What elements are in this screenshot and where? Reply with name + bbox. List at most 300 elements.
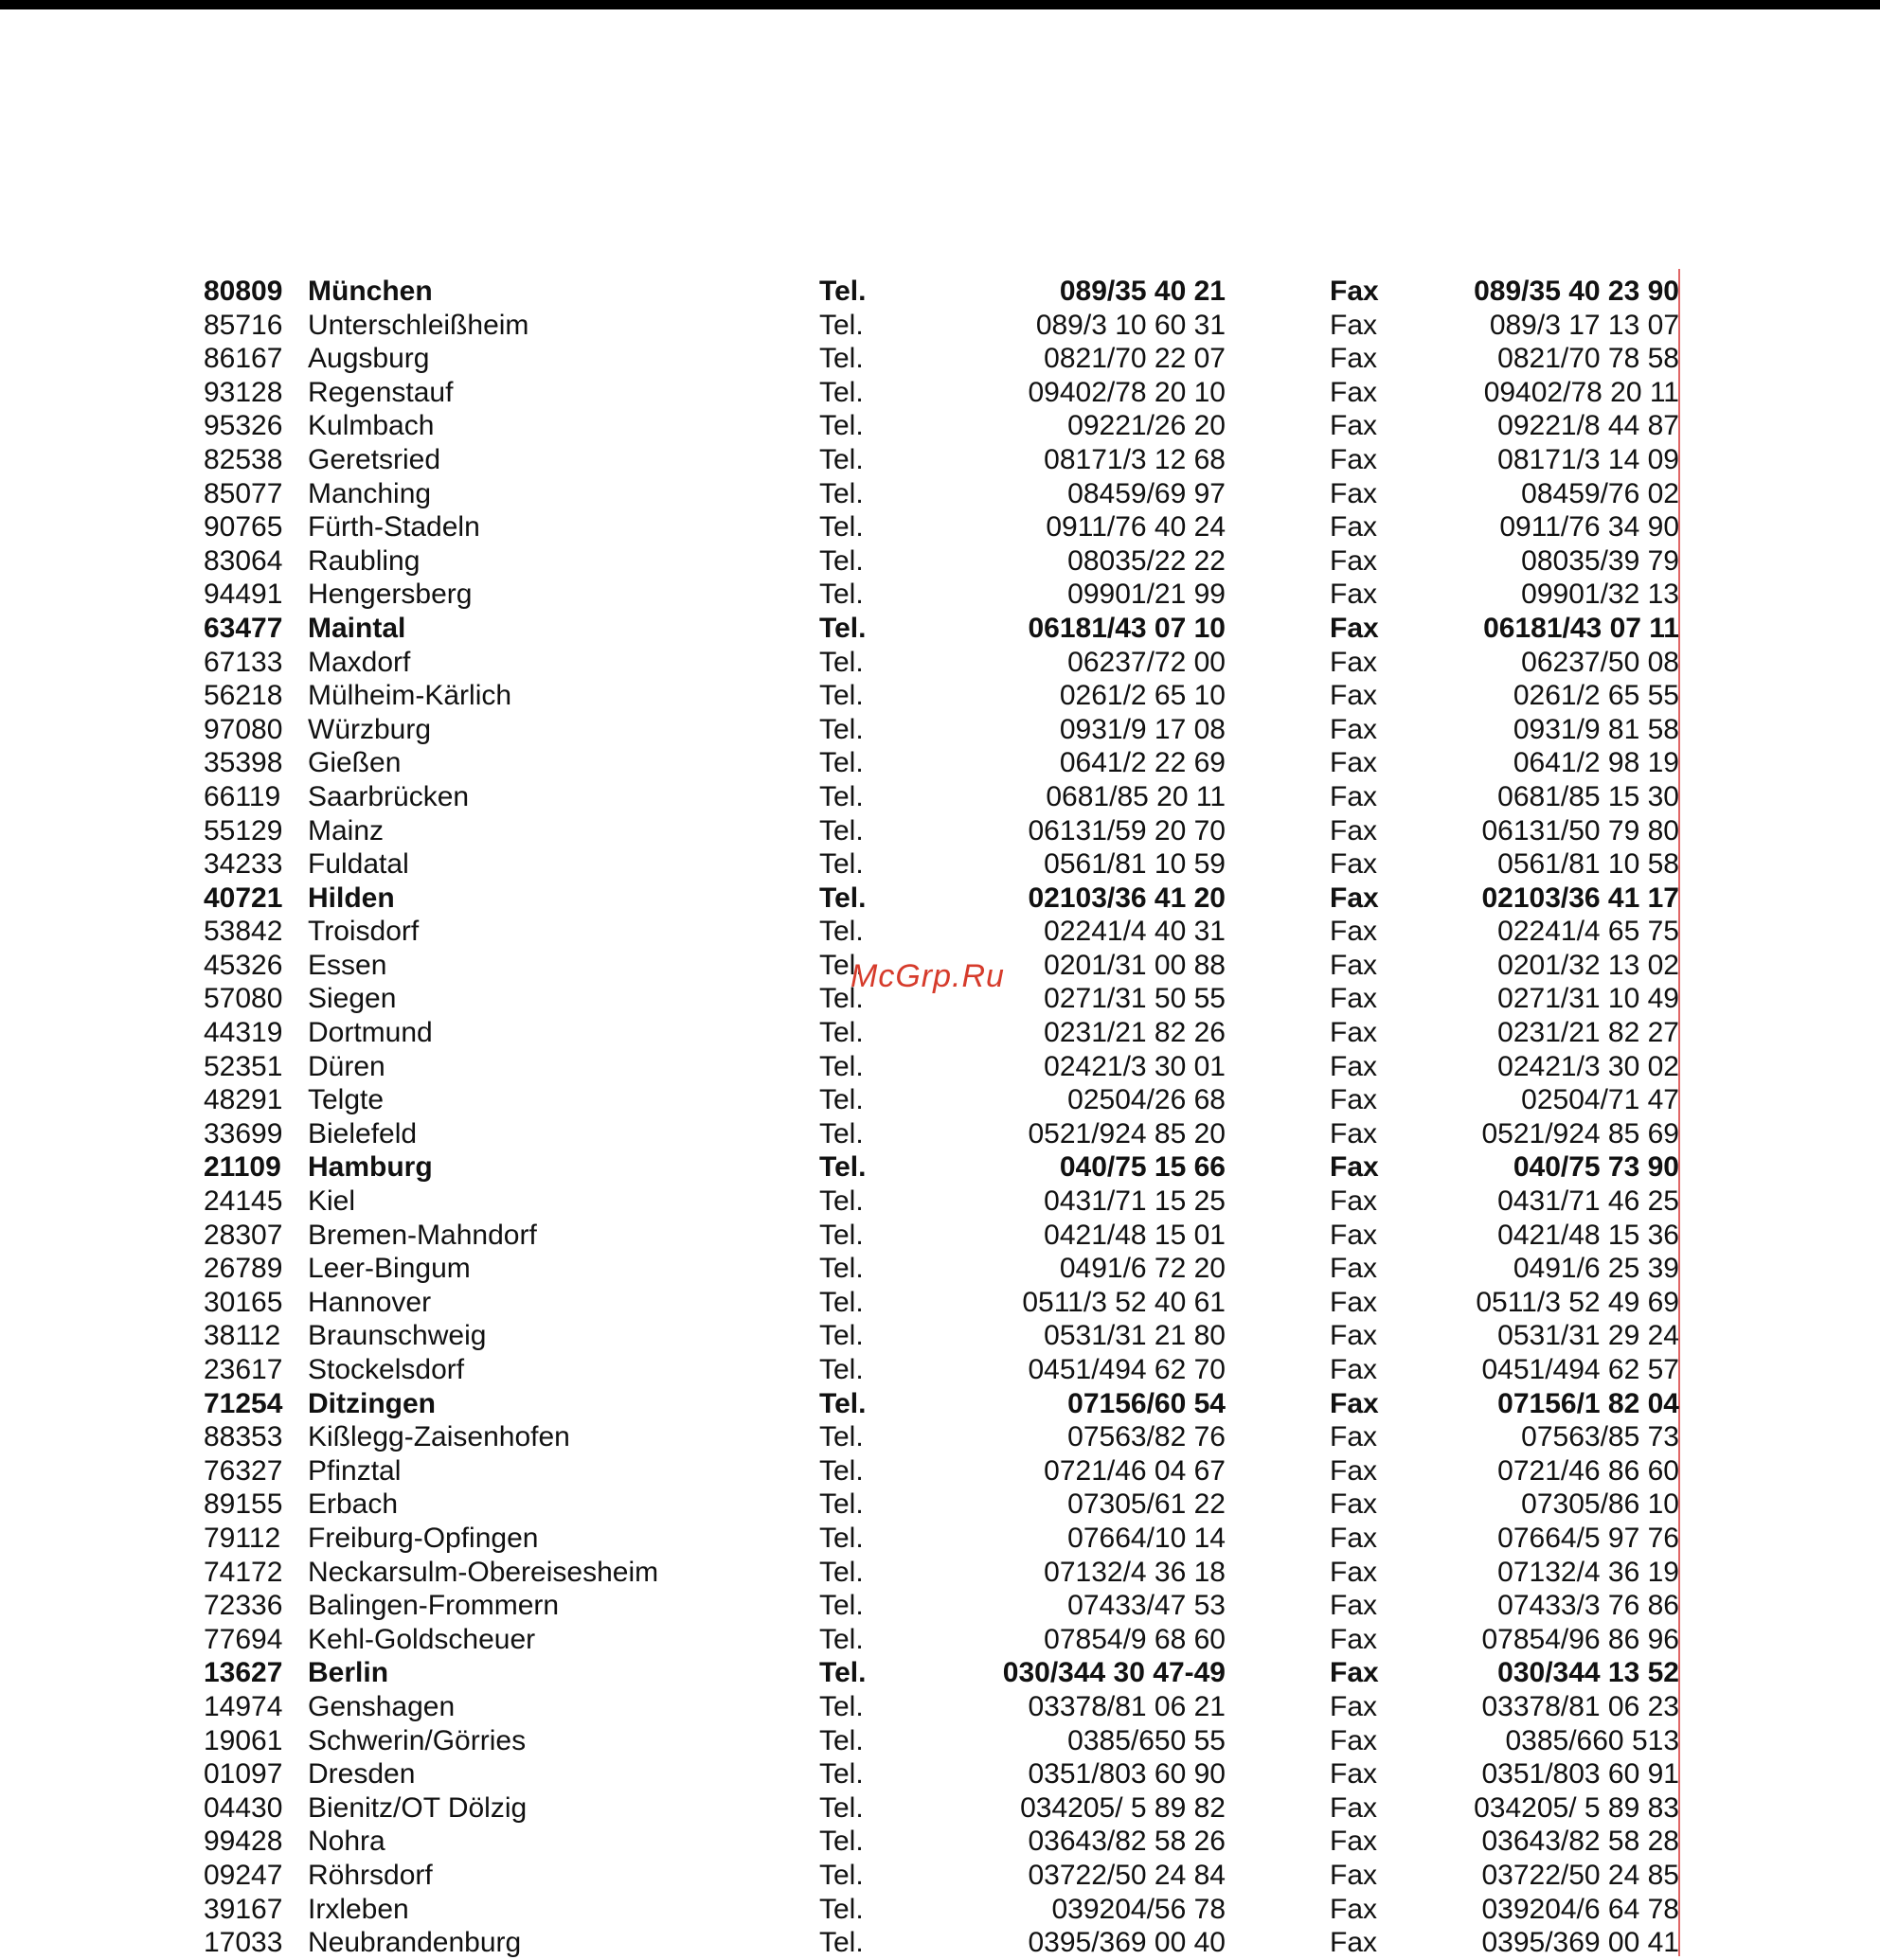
tel-label: Tel. [819, 1690, 864, 1722]
directory-row [0, 780, 1880, 814]
tel-label: Tel. [819, 1758, 864, 1791]
postal-code: 85077 [204, 477, 283, 509]
fax-label: Fax [1330, 343, 1378, 375]
tel-label: Tel. [819, 814, 864, 846]
fax-number: 039204/6 64 78 [1481, 1893, 1679, 1925]
directory-row [0, 510, 1880, 544]
city-name: Irxleben [308, 1893, 409, 1925]
city-name: Neckarsulm-Obereisesheim [308, 1556, 659, 1588]
city-name: Würzburg [308, 713, 432, 745]
tel-label: Tel. [819, 443, 864, 475]
tel-number: 0385/650 55 [1067, 1724, 1226, 1756]
tel-label: Tel. [819, 1623, 864, 1655]
tel-label: Tel. [819, 544, 864, 577]
fax-label: Fax [1330, 1387, 1379, 1419]
fax-label: Fax [1330, 1286, 1378, 1318]
directory-row [0, 1454, 1880, 1488]
fax-number: 06131/50 79 80 [1481, 814, 1679, 846]
postal-code: 34233 [204, 848, 283, 881]
directory-row [0, 1556, 1880, 1590]
tel-label: Tel. [819, 1185, 864, 1218]
fax-label: Fax [1330, 276, 1379, 307]
tel-label: Tel. [819, 1791, 864, 1824]
tel-number: 03643/82 58 26 [1028, 1826, 1226, 1858]
city-name: München [308, 276, 433, 307]
postal-code: 71254 [204, 1387, 283, 1419]
city-name: Kißlegg-Zaisenhofen [308, 1421, 570, 1453]
city-name: Raubling [308, 544, 421, 577]
branch-directory-list [0, 275, 1880, 1960]
tel-number: 09221/26 20 [1067, 410, 1226, 442]
fax-label: Fax [1330, 376, 1378, 408]
fax-number: 08035/39 79 [1521, 544, 1679, 577]
tel-label: Tel. [819, 410, 864, 442]
tel-number: 0261/2 65 10 [1059, 680, 1226, 712]
city-name: Mainz [308, 814, 385, 846]
directory-row [0, 376, 1880, 410]
tel-label: Tel. [819, 1354, 864, 1385]
postal-code: 09247 [204, 1859, 283, 1891]
tel-number: 09402/78 20 10 [1028, 376, 1226, 408]
postal-code: 14974 [204, 1690, 283, 1722]
postal-code: 53842 [204, 916, 283, 948]
fax-label: Fax [1330, 1859, 1378, 1891]
fax-number: 02241/4 65 75 [1497, 916, 1679, 948]
tel-number: 07664/10 14 [1067, 1522, 1226, 1554]
fax-label: Fax [1330, 713, 1378, 745]
tel-number: 0561/81 10 59 [1044, 848, 1226, 881]
city-name: Telgte [308, 1084, 385, 1116]
tel-number: 0681/85 20 11 [1046, 780, 1226, 812]
tel-label: Tel. [819, 1657, 867, 1689]
city-name: Fuldatal [308, 848, 409, 881]
tel-number: 02504/26 68 [1067, 1084, 1226, 1116]
fax-label: Fax [1330, 949, 1378, 981]
directory-row [0, 443, 1880, 477]
tel-label: Tel. [819, 1488, 864, 1521]
watermark: McGrp.Ru [850, 958, 1005, 994]
tel-number: 08459/69 97 [1067, 477, 1226, 509]
tel-number: 0421/48 15 01 [1044, 1219, 1226, 1251]
directory-row [0, 646, 1880, 680]
postal-code: 90765 [204, 511, 283, 543]
city-name: Troisdorf [308, 916, 420, 948]
tel-number: 07433/47 53 [1067, 1590, 1226, 1622]
fax-number: 0261/2 65 55 [1513, 680, 1679, 712]
postal-code: 28307 [204, 1219, 283, 1251]
tel-label: Tel. [819, 1320, 864, 1352]
directory-row [0, 847, 1880, 882]
fax-number: 040/75 73 90 [1513, 1151, 1679, 1184]
directory-row [0, 713, 1880, 747]
postal-code: 85716 [204, 309, 283, 341]
directory-row [0, 1050, 1880, 1084]
directory-row [0, 1859, 1880, 1893]
directory-row-regional-office [0, 275, 1880, 309]
fax-number: 0201/32 13 02 [1497, 949, 1679, 981]
fax-label: Fax [1330, 780, 1378, 812]
postal-code: 04430 [204, 1791, 283, 1824]
fax-number: 07854/96 86 96 [1481, 1623, 1679, 1655]
postal-code: 72336 [204, 1590, 283, 1622]
fax-label: Fax [1330, 1253, 1378, 1285]
fax-number: 03722/50 24 85 [1481, 1859, 1679, 1891]
fax-number: 0271/31 10 49 [1497, 983, 1679, 1015]
postal-code: 97080 [204, 713, 283, 745]
fax-number: 0911/76 34 90 [1499, 511, 1679, 543]
directory-row [0, 1757, 1880, 1791]
fax-label: Fax [1330, 410, 1378, 442]
city-name: Schwerin/Görries [308, 1724, 527, 1756]
tel-label: Tel. [819, 747, 864, 779]
directory-row [0, 1690, 1880, 1724]
tel-number: 02241/4 40 31 [1044, 916, 1226, 948]
directory-row [0, 409, 1880, 443]
tel-label: Tel. [819, 276, 867, 307]
directory-row [0, 309, 1880, 343]
tel-label: Tel. [819, 1084, 864, 1116]
fax-number: 07156/1 82 04 [1497, 1387, 1679, 1419]
postal-code: 94491 [204, 579, 283, 611]
tel-label: Tel. [819, 1859, 864, 1891]
tel-label: Tel. [819, 949, 864, 981]
fax-number: 02504/71 47 [1521, 1084, 1679, 1116]
directory-row [0, 1117, 1880, 1151]
tel-number: 0511/3 52 40 61 [1022, 1286, 1226, 1318]
tel-label: Tel. [819, 916, 864, 948]
directory-row [0, 746, 1880, 780]
postal-code: 55129 [204, 814, 283, 846]
city-name: Geretsried [308, 443, 441, 475]
fax-label: Fax [1330, 983, 1378, 1015]
fax-number: 0641/2 98 19 [1513, 747, 1679, 779]
fax-label: Fax [1330, 1826, 1378, 1858]
city-name: Leer-Bingum [308, 1253, 471, 1285]
tel-label: Tel. [819, 1387, 867, 1419]
city-name: Dresden [308, 1758, 416, 1791]
fax-number: 08459/76 02 [1521, 477, 1679, 509]
tel-label: Tel. [819, 1556, 864, 1588]
directory-row [0, 1623, 1880, 1657]
fax-number: 0531/31 29 24 [1497, 1320, 1679, 1352]
tel-number: 07563/82 76 [1067, 1421, 1226, 1453]
tel-label: Tel. [819, 1219, 864, 1251]
fax-label: Fax [1330, 1556, 1378, 1588]
fax-number: 09402/78 20 11 [1483, 376, 1679, 408]
directory-row [0, 1219, 1880, 1253]
city-name: Ditzingen [308, 1387, 436, 1419]
fax-number: 0681/85 15 30 [1497, 780, 1679, 812]
fax-label: Fax [1330, 477, 1378, 509]
fax-number: 0561/81 10 58 [1497, 848, 1679, 881]
fax-label: Fax [1330, 1488, 1378, 1521]
tel-label: Tel. [819, 848, 864, 881]
fax-number: 0451/494 62 57 [1481, 1354, 1679, 1385]
city-name: Stockelsdorf [308, 1354, 465, 1385]
postal-code: 38112 [204, 1320, 281, 1352]
tel-number: 07305/61 22 [1067, 1488, 1226, 1521]
tel-label: Tel. [819, 343, 864, 375]
city-name: Hamburg [308, 1151, 433, 1184]
postal-code: 80809 [204, 276, 283, 307]
city-name: Genshagen [308, 1690, 456, 1722]
city-name: Pfinztal [308, 1454, 402, 1487]
city-name: Hengersberg [308, 579, 473, 611]
city-name: Düren [308, 1050, 385, 1082]
postal-code: 66119 [204, 780, 281, 812]
city-name: Mülheim-Kärlich [308, 680, 512, 712]
tel-number: 0641/2 22 69 [1059, 747, 1226, 779]
tel-number: 0231/21 82 26 [1044, 1017, 1226, 1049]
fax-number: 030/344 13 52 [1497, 1657, 1679, 1689]
postal-code: 56218 [204, 680, 283, 712]
fax-label: Fax [1330, 916, 1378, 948]
postal-code: 83064 [204, 544, 283, 577]
fax-label: Fax [1330, 1117, 1378, 1149]
city-name: Röhrsdorf [308, 1859, 433, 1891]
fax-number: 0511/3 52 49 69 [1476, 1286, 1679, 1318]
fax-label: Fax [1330, 579, 1378, 611]
tel-label: Tel. [819, 376, 864, 408]
postal-code: 57080 [204, 983, 283, 1015]
postal-code: 48291 [204, 1084, 283, 1116]
tel-label: Tel. [819, 1421, 864, 1453]
directory-row [0, 1724, 1880, 1758]
tel-label: Tel. [819, 1050, 864, 1082]
fax-label: Fax [1330, 544, 1378, 577]
postal-code: 52351 [204, 1050, 283, 1082]
postal-code: 17033 [204, 1927, 283, 1959]
city-name: Augsburg [308, 343, 430, 375]
fax-label: Fax [1330, 1151, 1379, 1184]
directory-row [0, 1488, 1880, 1522]
directory-row [0, 915, 1880, 949]
top-border-bar [0, 0, 1880, 9]
city-name: Kulmbach [308, 410, 435, 442]
tel-label: Tel. [819, 1927, 864, 1959]
fax-label: Fax [1330, 1893, 1378, 1925]
tel-number: 0451/494 62 70 [1028, 1354, 1226, 1385]
tel-number: 089/35 40 21 [1059, 276, 1226, 307]
fax-label: Fax [1330, 848, 1378, 881]
city-name: Regenstauf [308, 376, 454, 408]
city-name: Bremen-Mahndorf [308, 1219, 537, 1251]
tel-number: 0531/31 21 80 [1044, 1320, 1226, 1352]
fax-number: 09901/32 13 [1521, 579, 1679, 611]
tel-label: Tel. [819, 646, 864, 678]
fax-number: 06237/50 08 [1521, 646, 1679, 678]
postal-code: 40721 [204, 882, 283, 914]
directory-row [0, 1589, 1880, 1623]
directory-row-regional-office [0, 1656, 1880, 1690]
directory-row [0, 814, 1880, 848]
fax-number: 07132/4 36 19 [1497, 1556, 1679, 1588]
fax-number: 0821/70 78 58 [1497, 343, 1679, 375]
city-name: Nohra [308, 1826, 385, 1858]
tel-label: Tel. [819, 1017, 864, 1049]
city-name: Dortmund [308, 1017, 433, 1049]
fax-number: 0491/6 25 39 [1513, 1253, 1679, 1285]
directory-row [0, 477, 1880, 511]
postal-code: 77694 [204, 1623, 283, 1655]
directory-row [0, 1319, 1880, 1353]
fax-label: Fax [1330, 1219, 1378, 1251]
fax-number: 089/35 40 23 90 [1474, 276, 1679, 307]
directory-row [0, 1522, 1880, 1556]
city-name: Berlin [308, 1657, 389, 1689]
city-name: Balingen-Frommern [308, 1590, 560, 1622]
fax-number: 0931/9 81 58 [1513, 713, 1679, 745]
fax-label: Fax [1330, 1017, 1378, 1049]
tel-number: 0491/6 72 20 [1059, 1253, 1226, 1285]
tel-label: Tel. [819, 1286, 864, 1318]
fax-number: 07305/86 10 [1521, 1488, 1679, 1521]
directory-row [0, 1893, 1880, 1927]
tel-label: Tel. [819, 1454, 864, 1487]
fax-number: 07433/3 76 86 [1497, 1590, 1679, 1622]
directory-row [0, 342, 1880, 376]
postal-code: 63477 [204, 612, 283, 644]
tel-label: Tel. [819, 1826, 864, 1858]
fax-number: 07563/85 73 [1521, 1421, 1679, 1453]
tel-label: Tel. [819, 882, 867, 914]
directory-row-regional-office [0, 1150, 1880, 1185]
tel-number: 040/75 15 66 [1059, 1151, 1226, 1184]
directory-row-regional-office [0, 882, 1880, 916]
city-name: Kiel [308, 1185, 356, 1218]
fax-label: Fax [1330, 1050, 1378, 1082]
fax-label: Fax [1330, 1354, 1378, 1385]
fax-label: Fax [1330, 443, 1378, 475]
fax-number: 0385/660 513 [1505, 1724, 1679, 1756]
postal-code: 95326 [204, 410, 283, 442]
city-name: Manching [308, 477, 432, 509]
postal-code: 33699 [204, 1117, 283, 1149]
tel-number: 0271/31 50 55 [1044, 983, 1226, 1015]
fax-label: Fax [1330, 309, 1378, 341]
tel-label: Tel. [819, 780, 864, 812]
fax-label: Fax [1330, 1758, 1378, 1791]
fax-label: Fax [1330, 511, 1378, 543]
tel-number: 0721/46 04 67 [1044, 1454, 1226, 1487]
tel-number: 07854/9 68 60 [1044, 1623, 1226, 1655]
tel-label: Tel. [819, 983, 864, 1015]
postal-code: 01097 [204, 1758, 283, 1791]
postal-code: 93128 [204, 376, 283, 408]
city-name: Kehl-Goldscheuer [308, 1623, 536, 1655]
directory-row [0, 1252, 1880, 1286]
tel-label: Tel. [819, 477, 864, 509]
fax-number: 02103/36 41 17 [1481, 882, 1679, 914]
tel-number: 07132/4 36 18 [1044, 1556, 1226, 1588]
fax-label: Fax [1330, 882, 1379, 914]
tel-label: Tel. [819, 511, 864, 543]
city-name: Neubrandenburg [308, 1927, 522, 1959]
directory-row-regional-office [0, 612, 1880, 646]
fax-number: 0521/924 85 69 [1481, 1117, 1679, 1149]
tel-label: Tel. [819, 612, 867, 644]
tel-label: Tel. [819, 1893, 864, 1925]
fax-number: 0395/369 00 41 [1481, 1927, 1679, 1959]
postal-code: 86167 [204, 343, 283, 375]
city-name: Fürth-Stadeln [308, 511, 480, 543]
postal-code: 35398 [204, 747, 283, 779]
fax-label: Fax [1330, 1522, 1378, 1554]
fax-number: 08171/3 14 09 [1497, 443, 1679, 475]
fax-number: 02421/3 30 02 [1497, 1050, 1679, 1082]
tel-number: 0201/31 00 88 [1044, 949, 1226, 981]
tel-label: Tel. [819, 309, 864, 341]
tel-number: 0521/924 85 20 [1028, 1117, 1226, 1149]
tel-number: 0931/9 17 08 [1059, 713, 1226, 745]
postal-code: 99428 [204, 1826, 283, 1858]
city-name: Siegen [308, 983, 397, 1015]
fax-number: 0231/21 82 27 [1497, 1017, 1679, 1049]
tel-label: Tel. [819, 1151, 867, 1184]
fax-label: Fax [1330, 1084, 1378, 1116]
tel-label: Tel. [819, 1590, 864, 1622]
fax-label: Fax [1330, 1724, 1378, 1756]
tel-number: 0395/369 00 40 [1028, 1927, 1226, 1959]
postal-code: 74172 [204, 1556, 283, 1588]
tel-number: 0351/803 60 90 [1028, 1758, 1226, 1791]
directory-row [0, 1353, 1880, 1387]
city-name: Maxdorf [308, 646, 411, 678]
directory-row [0, 1185, 1880, 1219]
fax-label: Fax [1330, 1623, 1378, 1655]
fax-number: 0431/71 46 25 [1497, 1185, 1679, 1218]
city-name: Bielefeld [308, 1117, 418, 1149]
directory-row [0, 679, 1880, 713]
postal-code: 89155 [204, 1488, 283, 1521]
tel-number: 06181/43 07 10 [1028, 612, 1226, 644]
postal-code: 39167 [204, 1893, 283, 1925]
postal-code: 76327 [204, 1454, 283, 1487]
tel-label: Tel. [819, 1522, 864, 1554]
city-name: Maintal [308, 612, 406, 644]
postal-code: 88353 [204, 1421, 283, 1453]
tel-label: Tel. [819, 1724, 864, 1756]
directory-row [0, 1286, 1880, 1320]
tel-label: Tel. [819, 1253, 864, 1285]
city-name: Bienitz/OT Dölzig [308, 1791, 528, 1824]
tel-number: 03722/50 24 84 [1028, 1859, 1226, 1891]
tel-number: 0911/76 40 24 [1046, 511, 1226, 543]
directory-row [0, 1791, 1880, 1826]
fax-number: 0351/803 60 91 [1481, 1758, 1679, 1791]
fax-number: 03378/81 06 23 [1481, 1690, 1679, 1722]
postal-code: 67133 [204, 646, 283, 678]
postal-code: 13627 [204, 1657, 283, 1689]
fax-label: Fax [1330, 814, 1378, 846]
postal-code: 45326 [204, 949, 283, 981]
tel-label: Tel. [819, 579, 864, 611]
tel-number: 039204/56 78 [1051, 1893, 1226, 1925]
fax-number: 089/3 17 13 07 [1489, 309, 1679, 341]
tel-number: 089/3 10 60 31 [1035, 309, 1226, 341]
directory-row-regional-office [0, 1387, 1880, 1421]
fax-label: Fax [1330, 680, 1378, 712]
tel-number: 06131/59 20 70 [1028, 814, 1226, 846]
fax-label: Fax [1330, 1927, 1378, 1959]
tel-number: 0431/71 15 25 [1044, 1185, 1226, 1218]
directory-row [0, 1825, 1880, 1859]
postal-code: 82538 [204, 443, 283, 475]
fax-label: Fax [1330, 1791, 1378, 1824]
fax-label: Fax [1330, 1185, 1378, 1218]
fax-label: Fax [1330, 1590, 1378, 1622]
directory-row [0, 1926, 1880, 1960]
